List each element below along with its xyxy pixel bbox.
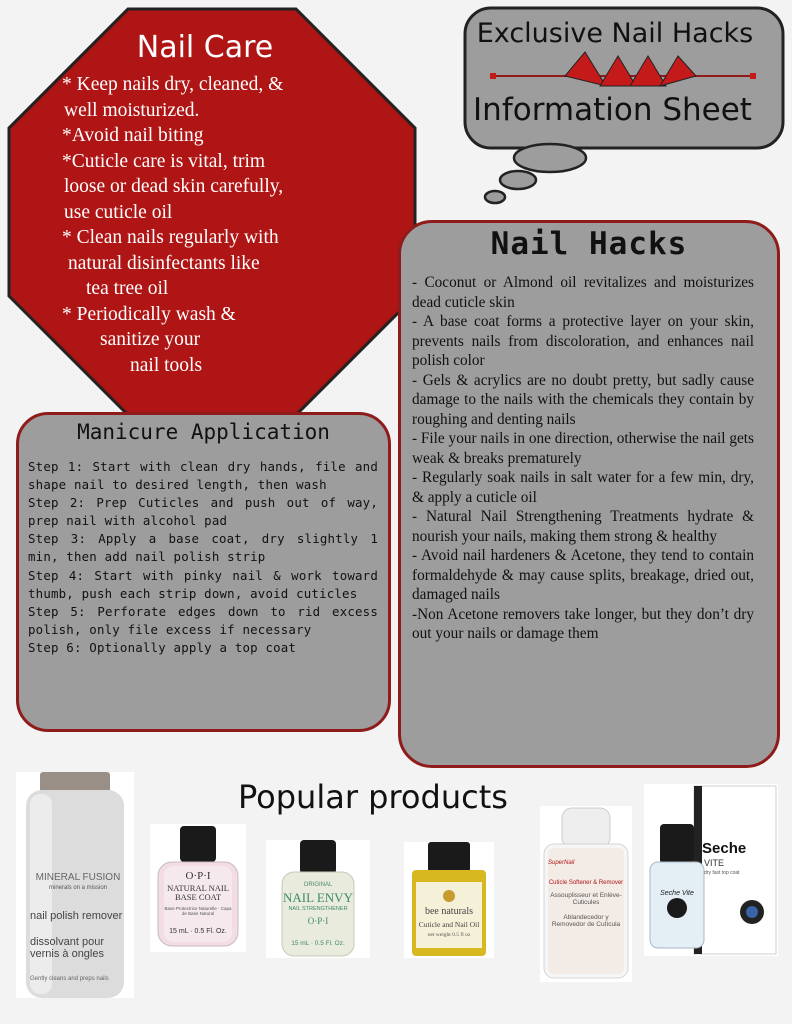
product-sub: NAIL STRENGTHENER (288, 906, 348, 912)
hack-item: - A base coat forms a protective layer on your skin, prevents nails from discoloration, and enhances nail polish color (412, 313, 754, 369)
manicure-step: Step 3: Apply a base coat, dry slightly 1 min, then add nail polish strip (28, 531, 378, 565)
product-mineral-fusion (16, 772, 134, 998)
product-sub: Base Protectrice Naturelle · Capa de Base Natural (164, 906, 232, 916)
product-nail-envy (266, 840, 370, 958)
product-label: NATURAL NAIL BASE COAT (167, 883, 229, 902)
product-note: Gently cleans and preps nails (30, 976, 109, 982)
cuticle-oil-bottle-image (404, 842, 494, 958)
product-label: NAIL ENVY (283, 890, 353, 905)
manicure-step: Step 1: Start with clean dry hands, file and shape nail to desired length, then wash (28, 459, 378, 493)
nail-care-line: * Periodically wash & (62, 303, 236, 325)
product-brand: MINERAL FUSION (35, 872, 121, 883)
product-tagline: minerals on a mission (48, 885, 108, 891)
product-label: Cuticle and Nail Oil (418, 920, 480, 929)
products-title: Popular products (238, 778, 508, 816)
product-supernail (540, 806, 632, 982)
product-sub-es: Ablandecedor y Removedor de Cutícula (551, 914, 621, 928)
nail-care-line: sanitize your (100, 329, 201, 350)
nail-care-line: * Keep nails dry, cleaned, & (62, 74, 284, 95)
product-brand: ORIGINAL (303, 882, 333, 888)
nail-care-title: Nail Care (136, 30, 274, 65)
product-label-fr: dissolvant pour vernis à ongles (30, 936, 104, 960)
product-sub: dry fast top coat (704, 870, 740, 876)
product-sub-fr: Assouplisseur et Enlève-Cuticules (550, 892, 622, 906)
manicure-title: Manicure Application (77, 420, 330, 444)
manicure-step: Step 4: Start with pinky nail & work toward thumb, push each strip down, avoid cuticles (28, 567, 378, 601)
product-label: Cuticle Softener & Remover (548, 880, 624, 886)
manicure-steps (28, 458, 378, 657)
nail-care-line: use cuticle oil (64, 201, 173, 223)
nail-care-line: natural disinfectants like (68, 252, 260, 274)
nail-care-line: tea tree oil (86, 278, 169, 299)
hack-item: -Non Acetone removers take longer, but they don’t dry out your nails or damage them (412, 605, 754, 642)
nail-care-line: nail tools (130, 354, 203, 376)
nail-care-line: *Cuticle care is vital, trim (62, 150, 266, 172)
bottle-label: Seche Vite (660, 890, 694, 897)
sheet-title-line2: Information Sheet (473, 92, 752, 128)
hack-item: - Gels & acrylics are no doubt pretty, but sadly cause damage to the nails with the chemicals they contain by roughing and denting nails (412, 371, 754, 428)
product-size: 15 mL · 0.5 Fl. Oz. (169, 928, 227, 935)
hack-item: - Coconut or Almond oil revitalizes and moisturizes dead cuticle skin (412, 274, 754, 311)
product-opi-base-coat (150, 824, 246, 952)
nail-hacks-title: Nail Hacks (490, 226, 688, 262)
nail-care-line: well moisturized. (64, 99, 200, 121)
manicure-step: Step 6: Optionally apply a top coat (28, 639, 297, 655)
product-brand: O·P·I (185, 870, 211, 882)
product-maker: O·P·I (307, 916, 329, 926)
product-label: nail polish remover (30, 910, 123, 922)
manicure-step: Step 2: Prep Cuticles and push out of way, prep nail with alcohol pad (28, 495, 378, 529)
product-brand: SuperNail (548, 860, 575, 866)
nail-care-line: loose or dead skin carefully, (64, 176, 284, 197)
product-bee-naturals (404, 842, 494, 958)
nail-care-line: *Avoid nail biting (62, 125, 204, 146)
hack-item: - File your nails in one direction, otherwise the nail gets weak & breaks prematurely (412, 430, 754, 467)
product-label: VITE (704, 858, 725, 868)
product-size: 15 mL · 0.5 Fl. Oz. (291, 940, 345, 947)
product-brand: Seche (702, 840, 747, 857)
hack-item: - Avoid nail hardeners & Acetone, they tend to contain formaldehyde & may cause splits, breakage, dried out, damaged nails (412, 547, 754, 603)
sheet-title-line1: Exclusive Nail Hacks (476, 18, 754, 49)
hack-item: - Regularly soak nails in salt water for a few min, dry, & apply a cuticle oil (412, 469, 754, 506)
nail-care-list (60, 72, 360, 378)
manicure-step: Step 5: Perforate edges down to rid excess polish, only file excess if necessary (28, 603, 378, 637)
product-seche-vite (644, 784, 778, 956)
product-brand: bee naturals (424, 906, 474, 917)
nail-hacks-list (412, 273, 754, 644)
hack-item: - Natural Nail Strengthening Treatments hydrate & nourish your nails, making them strong & healthy (412, 508, 754, 545)
nail-care-line: * Clean nails regularly with (62, 227, 279, 248)
product-size: net weight 0.5 fl oz (427, 932, 471, 938)
